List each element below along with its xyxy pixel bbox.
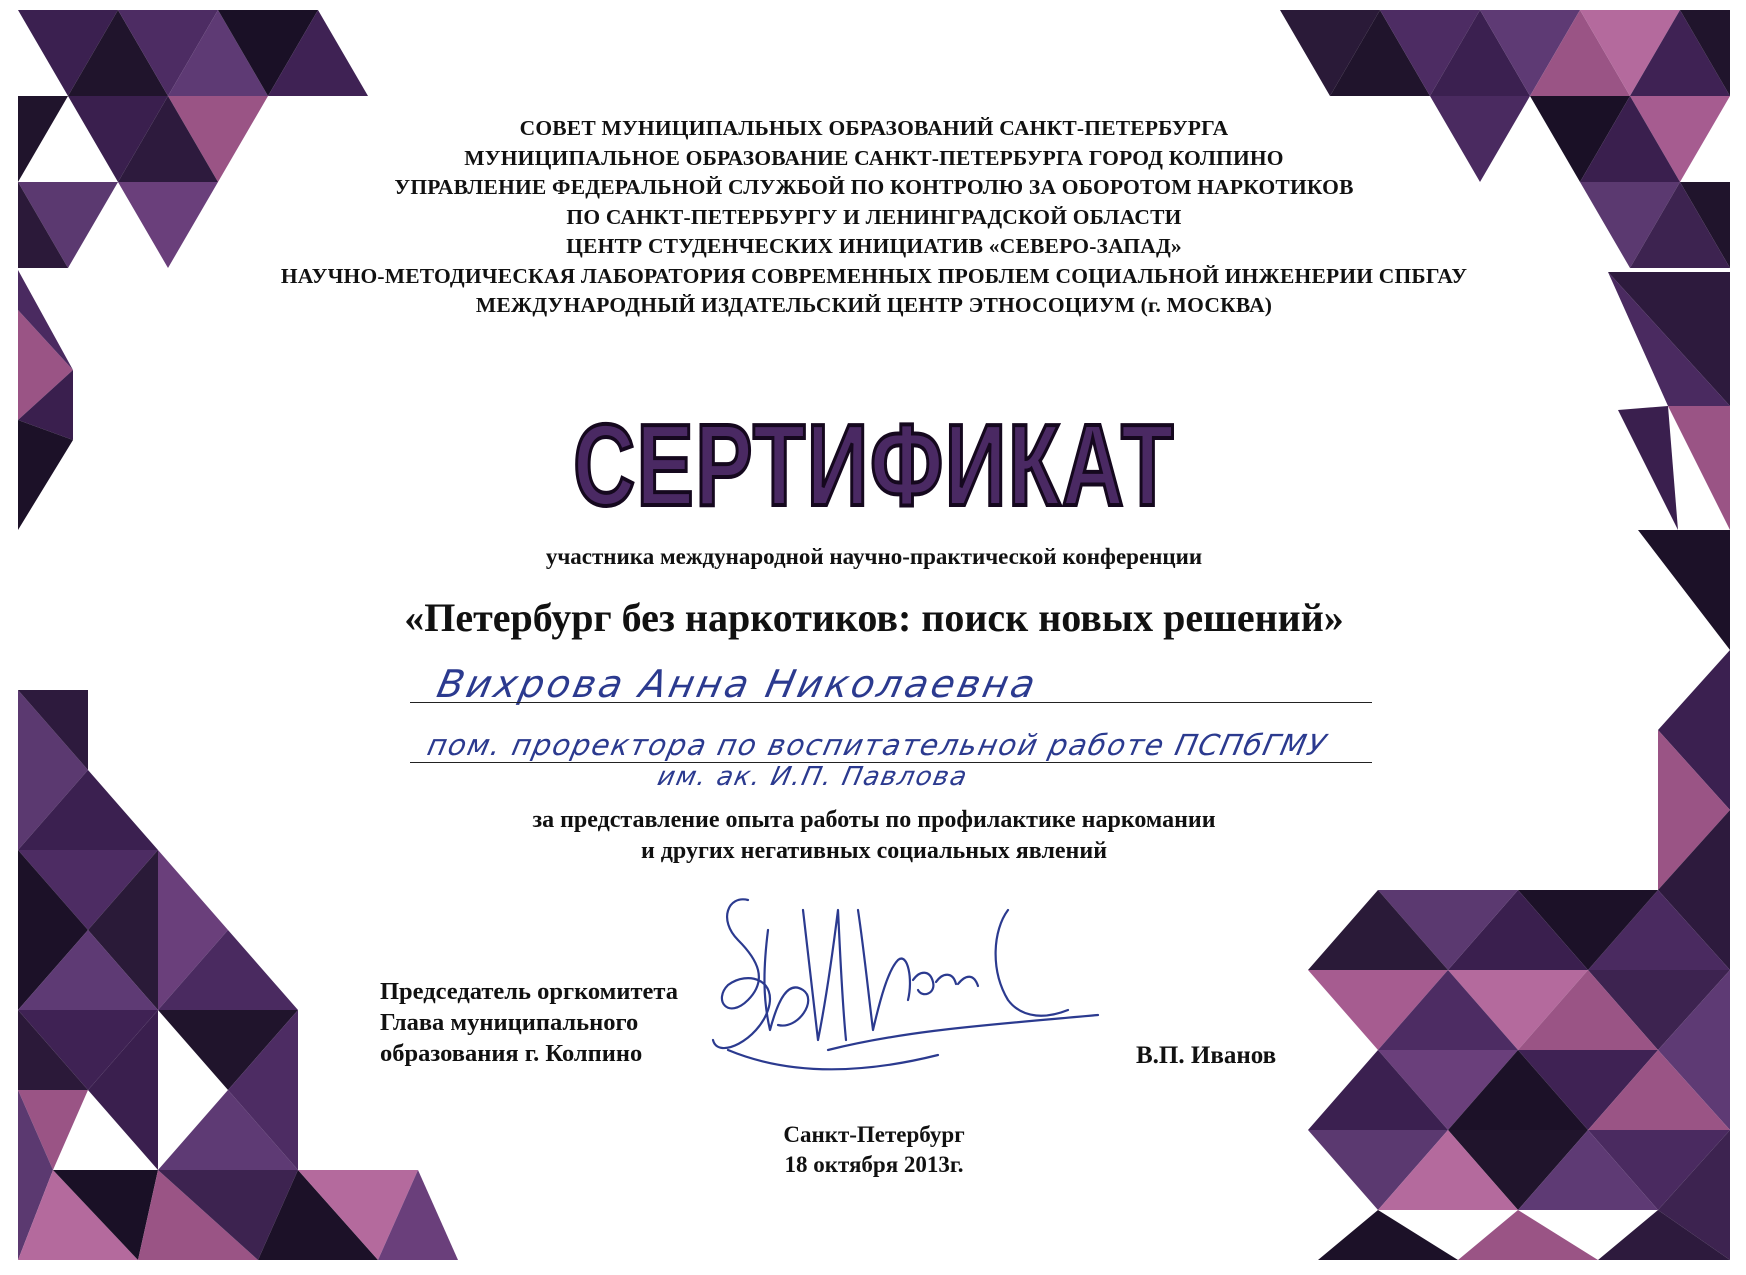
recipient-position: пом. проректора по воспитательной работе ПСПбГМУ (424, 728, 1331, 762)
place-and-date (18, 1120, 1730, 1180)
header-line: МЕЖДУНАРОДНЫЙ ИЗДАТЕЛЬСКИЙ ЦЕНТР ЭТНОСОЦИУМ (г. МОСКВА) (475, 293, 1273, 317)
signatory-title-line: Председатель оргкомитета (380, 978, 678, 1005)
header-line: ЦЕНТР СТУДЕНЧЕСКИХ ИНИЦИАТИВ «СЕВЕРО-ЗАПАД» (566, 234, 1182, 258)
conference-name: «Петербург без наркотиков: поиск новых решений» (404, 595, 1344, 640)
recipient-name: Вихрова Анна Николаевна (433, 662, 1043, 706)
certificate-subtitle: участника международной научно-практической конференции (545, 544, 1203, 569)
signatory-title-line: образования г. Колпино (380, 1040, 643, 1067)
header-line: ПО САНКТ-ПЕТЕРБУРГУ И ЛЕНИНГРАДСКОЙ ОБЛАСТИ (566, 204, 1182, 229)
date: 18 октября 2013г. (784, 1152, 964, 1177)
header-line: НАУЧНО-МЕТОДИЧЕСКАЯ ЛАБОРАТОРИЯ СОВРЕМЕННЫХ ПРОБЛЕМ СОЦИАЛЬНОЙ ИНЖЕНЕРИИ СПБГАУ (280, 263, 1468, 288)
handwritten-signature (708, 890, 1138, 1090)
award-reason (18, 805, 1730, 867)
certificate-title: СЕРТИФИКАТ (573, 400, 1175, 530)
header-line: УПРАВЛЕНИЕ ФЕДЕРАЛЬНОЙ СЛУЖБОЙ ПО КОНТРОЛЮ ЗА ОБОРОТОМ НАРКОТИКОВ (394, 175, 1354, 199)
award-reason-line: за представление опыта работы по профилактике наркомании (532, 807, 1216, 833)
recipient-position-continued: им. ак. И.П. Павлова (654, 762, 971, 792)
header-line: СОВЕТ МУНИЦИПАЛЬНЫХ ОБРАЗОВАНИЙ САНКТ-ПЕТЕРБУРГА (519, 116, 1229, 140)
certificate-page (18, 10, 1730, 1260)
header-line: МУНИЦИПАЛЬНОЕ ОБРАЗОВАНИЕ САНКТ-ПЕТЕРБУРГА ГОРОД КОЛПИНО (464, 145, 1284, 170)
city: Санкт-Петербург (783, 1122, 965, 1147)
signatory-title-line: Глава муниципального (380, 1009, 639, 1036)
signatory-title (380, 976, 678, 1069)
name-underline (410, 702, 1372, 703)
award-reason-line: и других негативных социальных явлений (640, 838, 1108, 864)
organizers-header (18, 114, 1730, 321)
signatory-name: В.П. Иванов (1136, 1042, 1277, 1069)
